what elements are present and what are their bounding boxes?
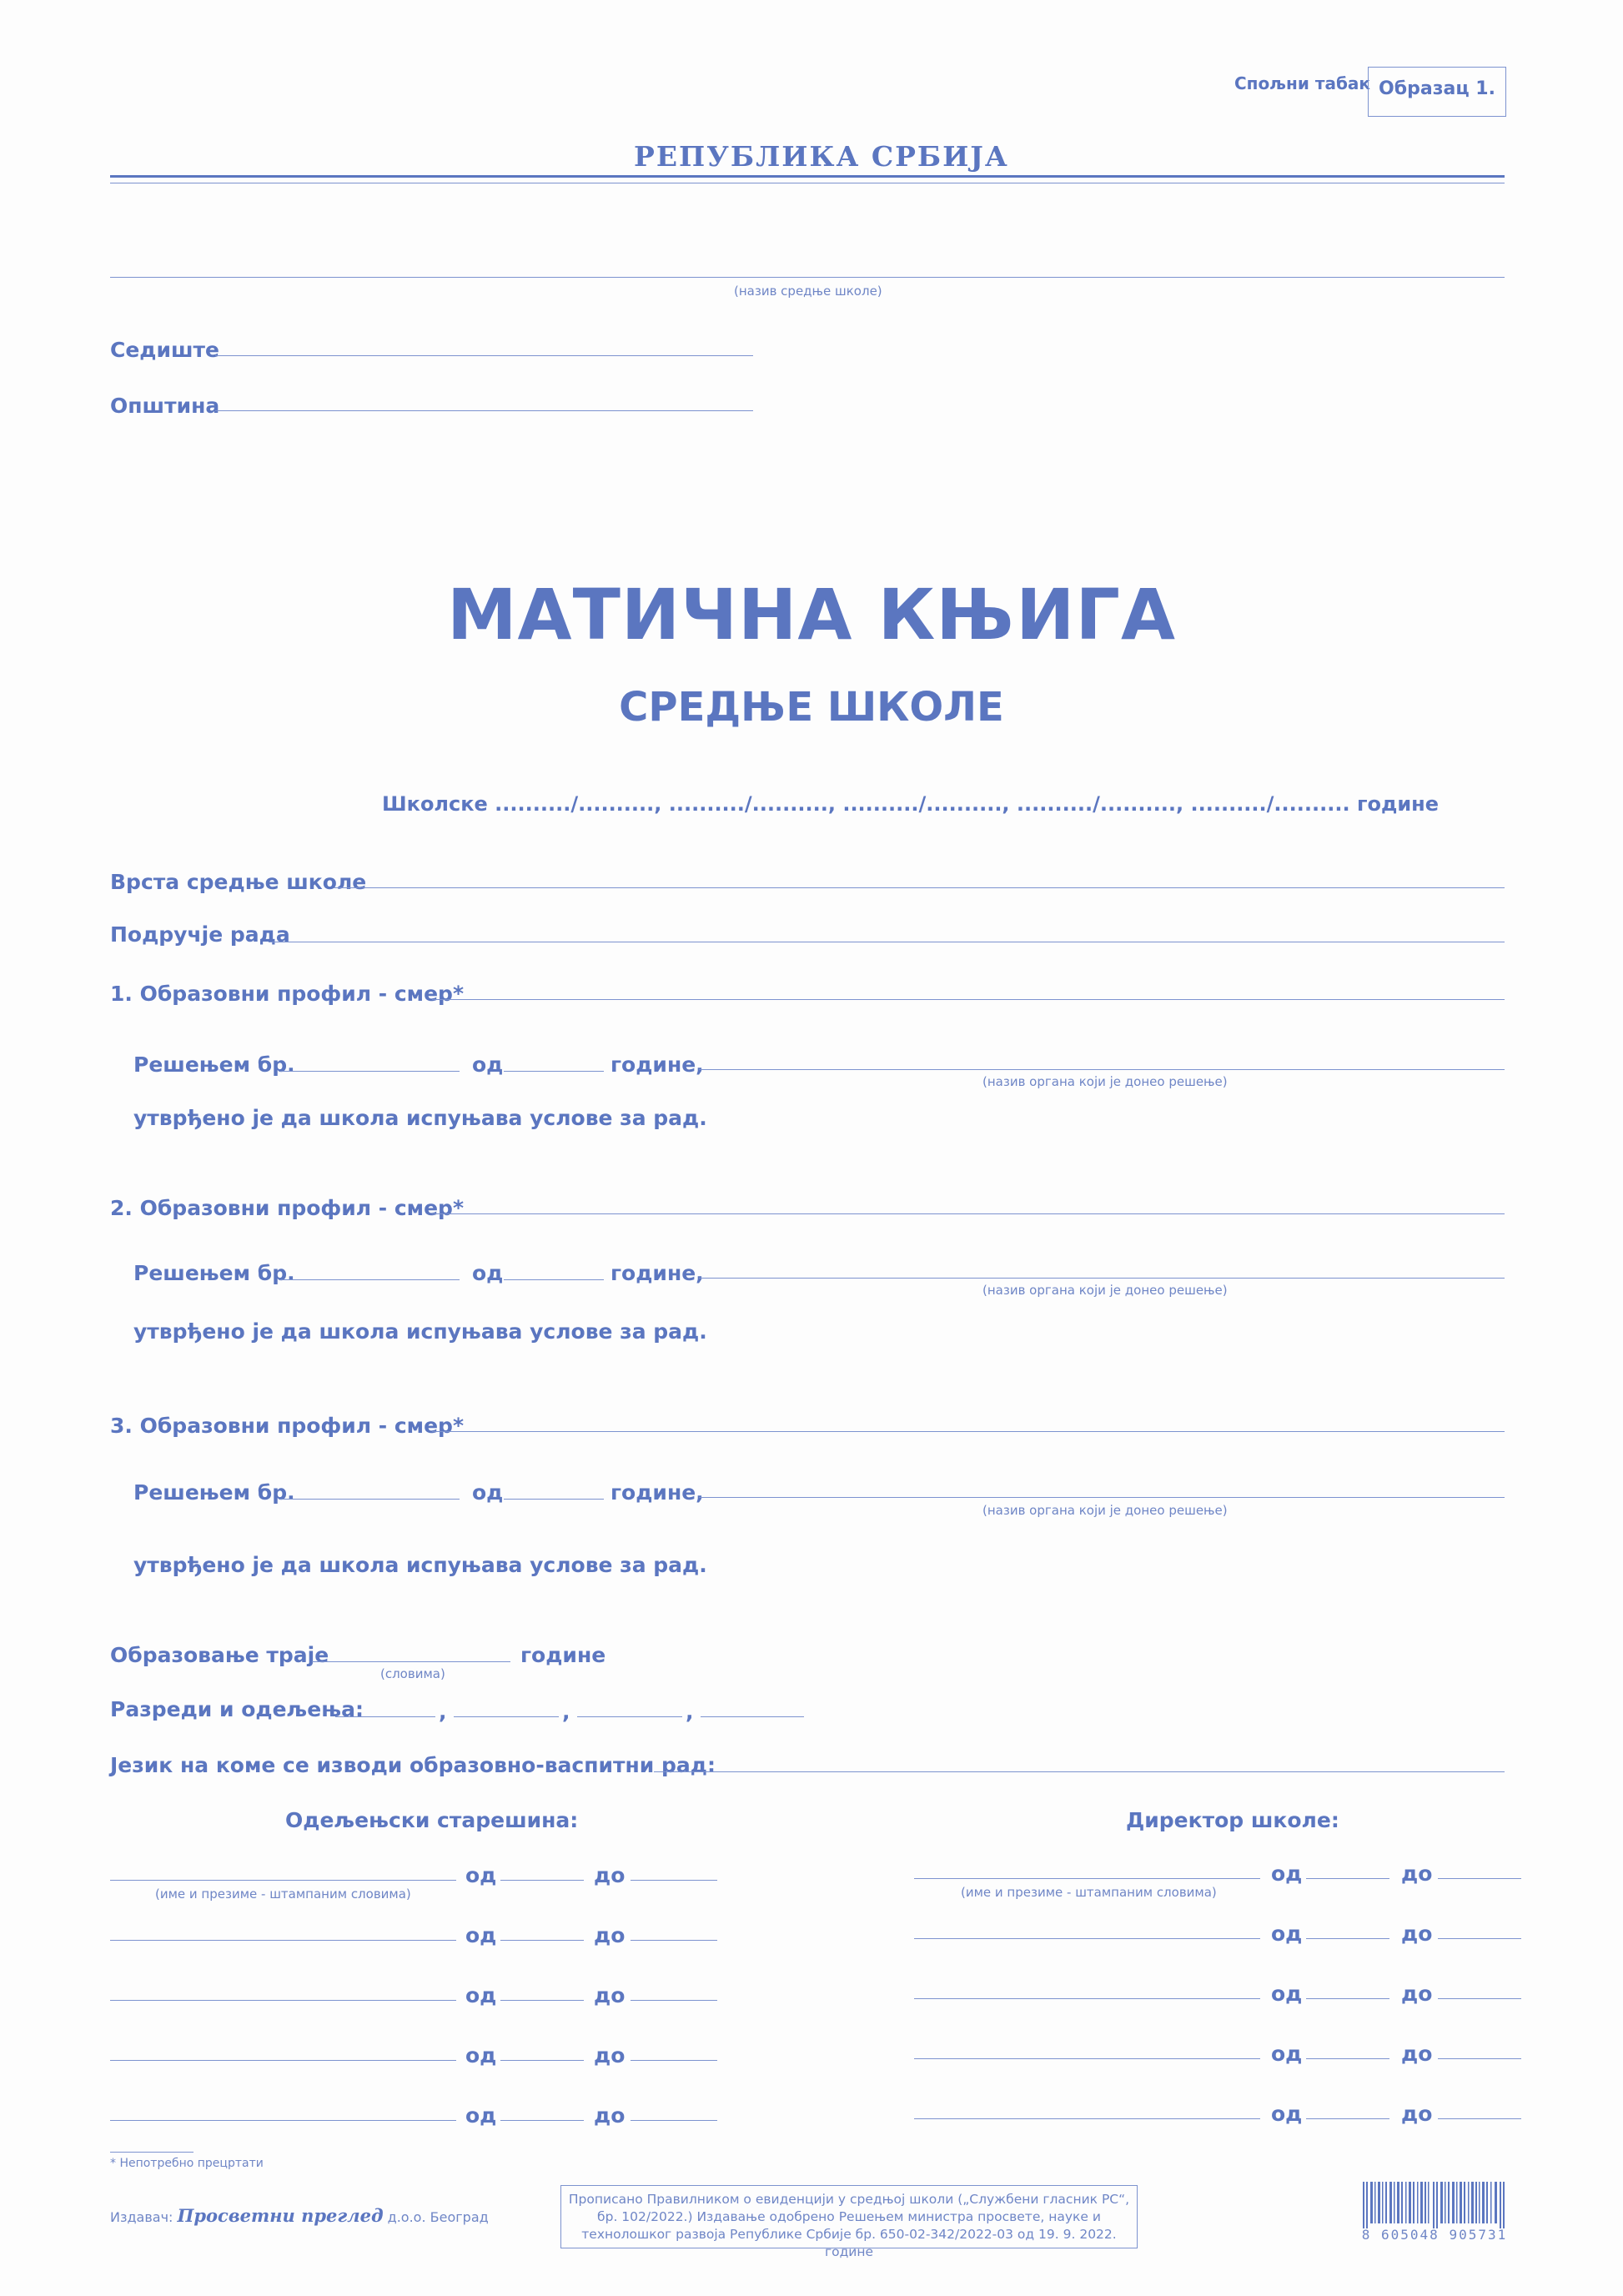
homeroom-to-line-2[interactable] (631, 1940, 717, 1941)
profile-2-label: 2. Образовни профил - смер* (110, 1196, 465, 1220)
director-from-label-4: од (1271, 2042, 1303, 2066)
homeroom-from-label-1: од (465, 1863, 497, 1887)
director-from-label-1: од (1271, 1861, 1303, 1886)
director-to-label-2: до (1401, 1922, 1433, 1946)
director-title: Директор школе: (1126, 1808, 1339, 1832)
director-to-line-5[interactable] (1438, 2118, 1521, 2119)
profile-1-year-label: године, (611, 1053, 704, 1077)
profile-1-line[interactable] (432, 999, 1505, 1000)
school-years-prefix: Школске (382, 792, 488, 816)
director-from-label-3: од (1271, 1982, 1303, 2006)
barcode-icon (1361, 2182, 1508, 2228)
profile-2-confirmation: утврђено је да школа испуњава услове за рад. (133, 1319, 707, 1344)
profile-3-decision-label: Решењем бр. (133, 1480, 295, 1505)
classes-line-1[interactable] (335, 1716, 435, 1717)
profile-3-line[interactable] (432, 1431, 1505, 1432)
homeroom-from-line-3[interactable] (500, 2000, 584, 2001)
main-title: МАТИЧНА КЊИГА (446, 574, 1177, 656)
profile-3-authority-line[interactable] (699, 1497, 1505, 1498)
classes-line-3[interactable] (577, 1716, 682, 1717)
language-label: Језик на коме се изводи образовно-васпитни рад: (110, 1753, 716, 1777)
form-number-label: Образац 1. (1379, 78, 1495, 99)
header-rule-top (110, 175, 1505, 178)
profile-3-authority-caption: (назив органа који је донео решење) (982, 1503, 1228, 1518)
director-from-label-2: од (1271, 1922, 1303, 1946)
director-from-line-3[interactable] (1306, 1998, 1389, 1999)
director-to-line-1[interactable] (1438, 1878, 1521, 1879)
director-to-label-1: до (1401, 1861, 1433, 1886)
classes-line-4[interactable] (701, 1716, 804, 1717)
profile-3-date-line[interactable] (504, 1499, 604, 1500)
work-area-label: Подручје рада (110, 922, 290, 947)
classes-separator-3: , (686, 1700, 694, 1724)
director-from-label-5: од (1271, 2102, 1303, 2126)
homeroom-name-line-1[interactable] (110, 1880, 456, 1881)
publisher-suffix: д.о.о. Београд (387, 2209, 489, 2225)
homeroom-to-line-3[interactable] (631, 2000, 717, 2001)
director-to-label-5: до (1401, 2102, 1433, 2126)
director-from-line-5[interactable] (1306, 2118, 1389, 2119)
profile-2-date-line[interactable] (504, 1279, 604, 1280)
classes-line-2[interactable] (454, 1716, 559, 1717)
profile-2-decision-label: Решењем бр. (133, 1261, 295, 1285)
profile-1-authority-line[interactable] (699, 1069, 1505, 1070)
publisher-prefix: Издавач: (110, 2209, 173, 2225)
profile-1-decision-label: Решењем бр. (133, 1053, 295, 1077)
homeroom-to-label-1: до (594, 1863, 626, 1887)
profile-1-label: 1. Образовни профил - смер* (110, 982, 465, 1006)
profile-3-confirmation: утврђено је да школа испуњава услове за рад. (133, 1553, 707, 1577)
profile-2-line[interactable] (432, 1213, 1505, 1214)
duration-line[interactable] (312, 1661, 510, 1662)
director-name-line-5[interactable] (914, 2118, 1260, 2119)
homeroom-from-label-3: од (465, 1983, 497, 2007)
homeroom-from-line-4[interactable] (500, 2060, 584, 2061)
homeroom-name-line-5[interactable] (110, 2120, 456, 2121)
barcode-number: 8 605048 905731 (1361, 2227, 1508, 2243)
homeroom-from-line-1[interactable] (500, 1880, 584, 1881)
homeroom-name-line-3[interactable] (110, 2000, 456, 2001)
seat-label: Седиште (110, 338, 220, 362)
homeroom-teacher-title: Одељењски старешина: (285, 1808, 579, 1832)
director-from-line-4[interactable] (1306, 2058, 1389, 2059)
homeroom-name-line-2[interactable] (110, 1940, 456, 1941)
director-from-line-1[interactable] (1306, 1878, 1389, 1879)
regulation-box (560, 2185, 1138, 2259)
homeroom-to-label-5: до (594, 2103, 626, 2128)
homeroom-from-line-2[interactable] (500, 1940, 584, 1941)
director-to-line-2[interactable] (1438, 1938, 1521, 1939)
homeroom-to-line-5[interactable] (631, 2120, 717, 2121)
duration-label: Образовање траје (110, 1643, 329, 1667)
director-name-line-1[interactable] (914, 1878, 1260, 1879)
profile-2-authority-caption: (назив органа који је донео решење) (982, 1283, 1228, 1298)
profile-3-decision-number-line[interactable] (280, 1499, 460, 1500)
school-name-line[interactable] (110, 277, 1505, 278)
profile-1-date-line[interactable] (504, 1071, 604, 1072)
homeroom-to-line-4[interactable] (631, 2060, 717, 2061)
director-to-line-3[interactable] (1438, 1998, 1521, 1999)
homeroom-name-caption: (име и презиме - штампаним словима) (155, 1887, 411, 1902)
director-name-line-3[interactable] (914, 1998, 1260, 1999)
homeroom-to-label-3: до (594, 1983, 626, 2007)
director-name-line-2[interactable] (914, 1938, 1260, 1939)
profile-1-from-label: од (472, 1053, 504, 1077)
homeroom-to-label-4: до (594, 2043, 626, 2067)
publisher-logo: Просветни преглед (177, 2205, 384, 2226)
language-line[interactable] (654, 1771, 1505, 1772)
profile-1-authority-caption: (назив органа који је донео решење) (982, 1074, 1228, 1089)
homeroom-from-label-5: од (465, 2103, 497, 2128)
homeroom-to-label-2: до (594, 1923, 626, 1947)
director-from-line-2[interactable] (1306, 1938, 1389, 1939)
profile-2-from-label: од (472, 1261, 504, 1285)
homeroom-from-line-5[interactable] (500, 2120, 584, 2121)
form-number-box (1368, 67, 1506, 117)
school-years-row[interactable] (382, 792, 1439, 816)
director-name-caption: (име и презиме - штампаним словима) (961, 1885, 1217, 1900)
school-type-label: Врста средње школе (110, 870, 367, 894)
homeroom-name-line-4[interactable] (110, 2060, 456, 2061)
school-name-caption: (назив средње школе) (734, 284, 882, 299)
duration-caption: (словима) (380, 1666, 445, 1681)
profile-1-decision-number-line[interactable] (280, 1071, 460, 1072)
director-to-label-4: до (1401, 2042, 1433, 2066)
director-name-line-4[interactable] (914, 2058, 1260, 2059)
duration-suffix: године (520, 1643, 606, 1667)
republic-title: РЕПУБЛИКА СРБИЈА (634, 140, 1009, 173)
seat-line[interactable] (215, 355, 753, 356)
classes-separator-1: , (439, 1700, 447, 1724)
director-to-label-3: до (1401, 1982, 1433, 2006)
municipality-label: Општина (110, 394, 220, 418)
footnote: * Непотребно прецртати (110, 2157, 264, 2170)
homeroom-from-label-4: од (465, 2043, 497, 2067)
barcode (1361, 2182, 1508, 2247)
profile-2-authority-line[interactable] (699, 1278, 1505, 1279)
profile-3-from-label: од (472, 1480, 504, 1505)
school-years-suffix: године (1356, 792, 1440, 816)
profile-1-confirmation: утврђено је да школа испуњава услове за рад. (133, 1106, 707, 1130)
school-years-blanks[interactable]: ........../.........., ........../.........., ........../.........., ........../.........., ........../.......... (495, 792, 1350, 816)
sub-title: СРЕДЊЕ ШКОЛЕ (619, 684, 1004, 731)
municipality-line[interactable] (215, 410, 753, 411)
regulation-text: Прописано Правилником о евиденцији у средњој школи („Службени гласник РС“, бр. 102/2022.) Издавање одобрено Решењем министра просвете, науке и технолошког развоја Републике Србије бр. 650-02-342/2022-03 од 19. 9. 2022. године (568, 2192, 1130, 2259)
profile-2-decision-number-line[interactable] (280, 1279, 460, 1280)
profile-2-year-label: године, (611, 1261, 704, 1285)
classes-separator-2: , (562, 1700, 570, 1724)
homeroom-to-line-1[interactable] (631, 1880, 717, 1881)
school-type-line[interactable] (334, 887, 1505, 888)
classes-label: Разреди и одељења: (110, 1697, 364, 1721)
profile-3-year-label: године, (611, 1480, 704, 1505)
homeroom-from-label-2: од (465, 1923, 497, 1947)
cover-sheet-label: Спољни табак (1234, 73, 1370, 93)
footnote-rule (110, 2152, 193, 2153)
profile-3-label: 3. Образовни профил - смер* (110, 1414, 465, 1438)
director-to-line-4[interactable] (1438, 2058, 1521, 2059)
publisher (110, 2205, 489, 2226)
